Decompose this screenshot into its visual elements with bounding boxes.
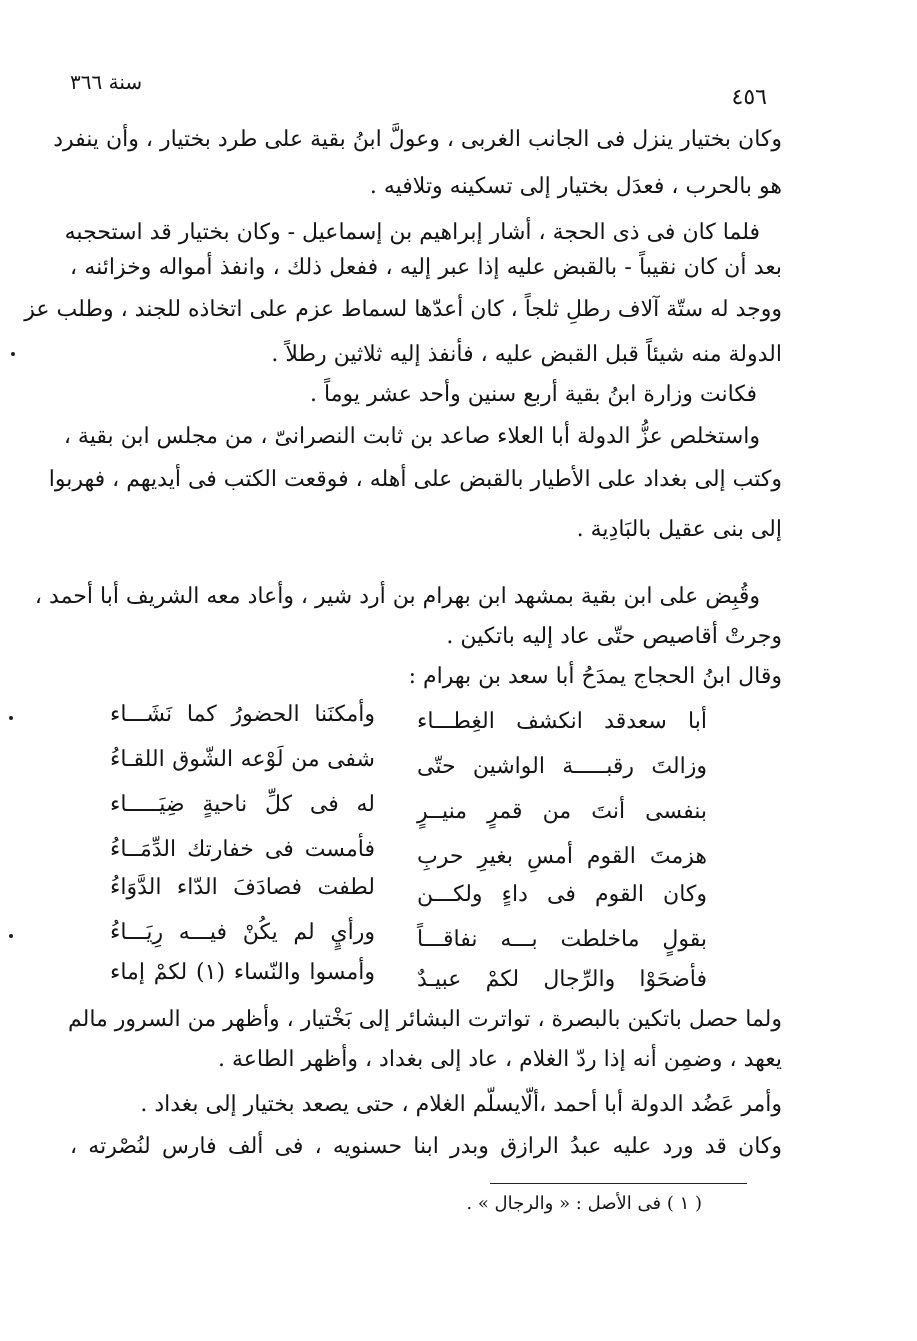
text-line: وكتب إلى بغداد على الأطيار بالقبض على أهله ، فوقعت الكتب فى أيديهم ، فهربوا — [48, 467, 782, 492]
text-line: وقُبِض على ابن بقية بمشهد ابن بهرام بن أرد شير ، وأعاد معه الشريف أبا أحمد ، — [34, 584, 760, 609]
page-number: ٤٥٦ — [731, 85, 767, 110]
margin-mark — [11, 352, 15, 356]
text-line: وكان قد ورد عليه عبدُ الرازق وبدر ابنا حسنويه ، فى ألف فارس لنُصْرته ، — [70, 1134, 782, 1159]
verse-left-hemistich: له فى كلِّ ناحيةٍ ضِيَـــــاء — [110, 792, 375, 817]
text-line: هو بالحرب ، فعدَل بختيار إلى تسكينه وتلافيه . — [369, 174, 782, 199]
verse-left-hemistich: فأمست فى خفارتك الدِّمَــاءُ — [110, 837, 375, 862]
poem-intro: وقال ابنُ الحجاج يمدَحُ أبا سعد بن بهرام : — [408, 664, 782, 689]
verse-left-hemistich: ورأيٍ لم يكُنْ فيـــه رِيَـــاءُ — [110, 920, 375, 945]
margin-mark — [9, 716, 13, 720]
text-line: يعهد ، وضمِن أنه إذا ردّ الغلام ، عاد إلى بغداد ، وأظهر الطاعة . — [217, 1047, 782, 1072]
text-line: ووجد له ستّة آلاف رطلِ ثلجاً ، كان أعدّها لسماط عزم على اتخاذه للجند ، وطلب عز — [24, 297, 782, 322]
footnote-rule — [490, 1183, 747, 1184]
text-line: بعد أن كان نقيباً - بالقبض عليه إذا عبر إليه ، ففعل ذلك ، وانفذ أمواله وخزائنه ، — [70, 255, 782, 280]
text-line: فكانت وزارة ابنُ بقية أربع سنين وأحد عشر يوماً . — [310, 382, 757, 407]
text-line: الدولة منه شيئاً قبل القبض عليه ، فأنفذ إليه ثلاثين رطلاً . — [271, 342, 782, 367]
footnote: ( ١ ) فى الأصل : « والرجال » . — [466, 1193, 702, 1214]
verse-right-hemistich: وكان القوم فى داءٍ ولكـــن — [417, 882, 707, 907]
text-line: ولما حصل باتكين بالبصرة ، تواترت البشائر إلى بَخْتيار ، وأظهر من السرور مالم — [67, 1007, 782, 1032]
verse-left-hemistich: وأمسوا والنّساء (١) لكمْ إماء — [110, 960, 375, 985]
text-line: وجرتْ أقاصيص حتّى عاد إليه باتكين . — [446, 624, 782, 649]
margin-mark — [9, 934, 13, 938]
text-line: وأمر عَضُد الدولة أبا أحمد ،ألّايسلّم الغلام ، حتى يصعد بختيار إلى بغداد . — [140, 1092, 782, 1117]
verse-left-hemistich: لطفت فصادَفَ الدّاء الدَّوَاءُ — [110, 875, 375, 900]
running-header-year: سنة ٣٦٦ — [70, 70, 143, 94]
text-line: وكان بختيار ينزل فى الجانب الغربى ، وعولَّ ابنُ بقية على طرد بختيار ، وأن ينفرد — [53, 127, 782, 152]
verse-right-hemistich: فأضحَوْا والرِّجال لكمْ عبيـدٌ — [417, 967, 707, 992]
text-line: واستخلص عزُّ الدولة أبا العلاء صاعد بن ثابت النصرانىّ ، من مجلس ابن بقية ، — [63, 424, 760, 449]
verse-right-hemistich: هزمتَ القوم أمسِ بغيرِ حربِ — [417, 844, 707, 869]
text-line: إلى بنى عقيل بالبَادِية . — [576, 517, 782, 542]
verse-left-hemistich: شفى من لَوْعه الشّوق اللقـاءُ — [110, 747, 375, 772]
verse-left-hemistich: وأمكنَنا الحضورُ كما نَشَـــاء — [110, 702, 375, 727]
verse-right-hemistich: وزالتَ رقبـــــة الواشين حتّى — [417, 754, 707, 779]
verse-right-hemistich: بقولٍ ماخلطت بـــه نفاقـــاً — [417, 927, 707, 952]
verse-right-hemistich: بنفسى أنتَ من قمرٍ منيــرٍ — [417, 799, 707, 824]
verse-right-hemistich: أبا سعدقد انكشف الغِطـــاء — [417, 709, 707, 734]
text-line: فلما كان فى ذى الحجة ، أشار إبراهيم بن إسماعيل - وكان بختيار قد استحجبه — [64, 220, 760, 245]
